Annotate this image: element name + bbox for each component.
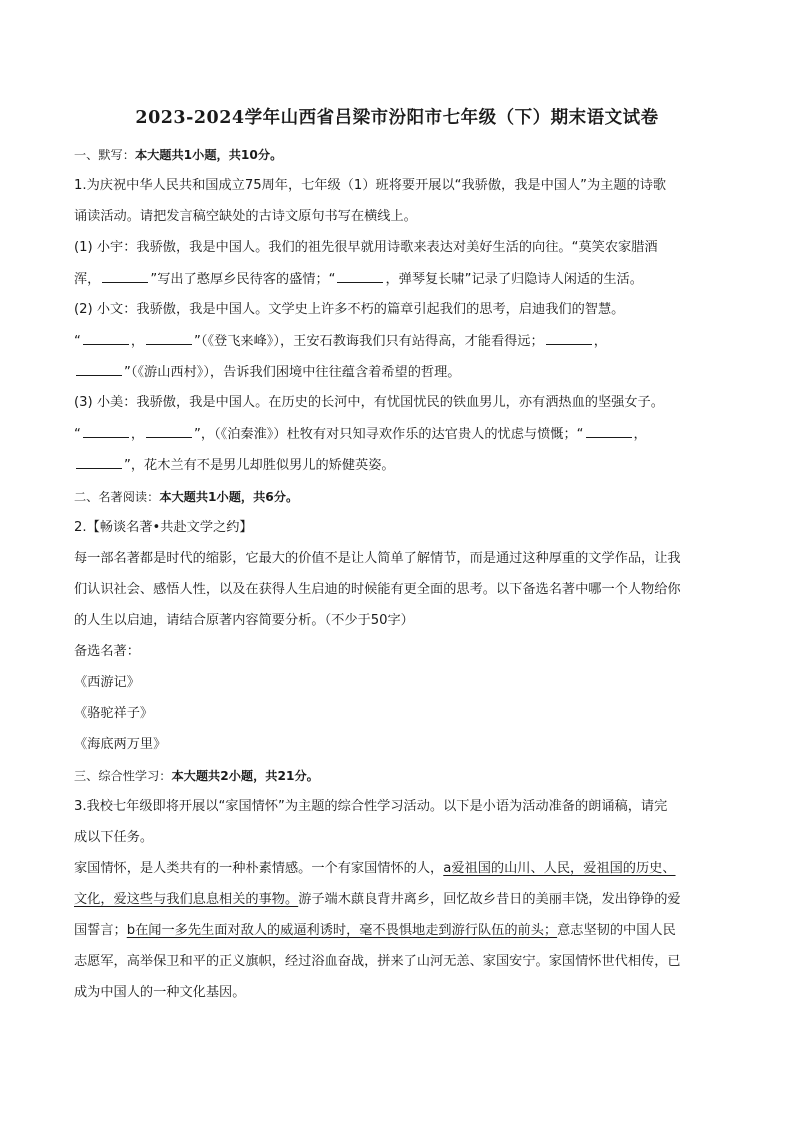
underlined-sentence-b: b在闻一多先生面对敌人的威逼利诱时，毫不畏惧地走到游行队伍的前头； [126, 923, 558, 938]
q3-stem-line: 3.我校七年级即将开展以“家国情怀”为主题的综合性学习活动。以下是小语为活动准备的朗诵稿，请完 [74, 799, 668, 814]
text-segment: ， [593, 334, 607, 349]
answer-blank [586, 425, 632, 438]
q2-stem-line: 的人生以启迪，请结合原著内容简要分析。（不少于50字） [74, 613, 414, 628]
q3-stem-line: 成以下任务。 [74, 830, 154, 845]
answer-blank [102, 270, 148, 283]
text-segment: “ [74, 427, 81, 442]
q1-part2-line [74, 332, 607, 351]
answer-blank [76, 363, 122, 376]
text-segment: ， [130, 427, 145, 442]
book-item: 《西游记》 [74, 675, 140, 690]
answer-blank [83, 332, 129, 345]
q1-part2-line [74, 363, 461, 382]
q1-part1-line: (1) 小宇：我骄傲，我是中国人。我们的祖先很早就用诗歌来表达对美好生活的向往。“莫笑农家腊酒 [74, 240, 658, 255]
q3-text-line: 成为中国人的一种文化基因。 [74, 985, 246, 1000]
text-segment: 家国情怀，是人类共有的一种朴素情感。一个有家国情怀的人， [74, 861, 444, 876]
underlined-sentence-a: 文化，爱这些与我们息息相关的事物。 [74, 892, 299, 907]
section-desc: 本大题共2小题，共21分。 [171, 769, 319, 783]
q1-part3-line [74, 456, 395, 475]
text-segment: ”，花木兰有不是男儿却胜似男儿的矫健英姿。 [124, 458, 395, 473]
section-label: 三、综合性学习： [74, 769, 172, 783]
text-segment: 意志坚韧的中国人民 [557, 923, 676, 938]
text-segment: “ [74, 334, 81, 349]
section-heading-1 [74, 146, 282, 164]
section-desc: 本大题共1小题，共10分。 [134, 148, 283, 162]
text-segment: 游子端木蕻良背井离乡，回忆故乡昔日的美丽丰饶，发出铮铮的爱 [298, 892, 681, 907]
text-segment: ， [633, 427, 647, 442]
text-segment: ”（《游山西村》），告诉我们困境中往往蕴含着希望的哲理。 [124, 365, 461, 380]
q3-text-line [74, 860, 676, 878]
section-heading-3 [74, 767, 319, 785]
book-item: 《海底两万里》 [74, 737, 167, 752]
text-segment: 浑， [74, 272, 101, 287]
section-label: 二、名著阅读： [74, 490, 160, 504]
q3-text-line [74, 922, 676, 940]
q1-stem-line: 1.为庆祝中华人民共和国成立75周年，七年级（1）班将要开展以“我骄傲，我是中国人”为主题的诗歌 [74, 178, 667, 193]
q1-stem-line: 诵读活动。请把发言稿空缺处的古诗文原句书写在横线上。 [74, 209, 417, 224]
answer-blank [337, 270, 383, 283]
text-segment: ， [130, 334, 145, 349]
text-segment: ”写出了憨厚乡民待客的盛情；“ [150, 272, 336, 287]
q2-books-label: 备选名著： [74, 644, 140, 659]
section-desc: 本大题共1小题，共6分。 [159, 490, 299, 504]
answer-blank [146, 425, 192, 438]
q2-stem-line: 每一部名著都是时代的缩影，它最大的价值不是让人简单了解情节，而是通过这种厚重的文学作品，让我 [74, 551, 681, 566]
q1-part2-line: (2) 小文：我骄傲，我是中国人。文学史上许多不朽的篇章引起我们的思考，启迪我们的智慧。 [74, 302, 625, 317]
text-segment: ，弹琴复长啸”记录了归隐诗人闲适的生活。 [385, 272, 643, 287]
book-item: 《骆驼祥子》 [74, 706, 154, 721]
answer-blank [146, 332, 192, 345]
q3-text-line [74, 891, 681, 909]
section-label: 一、默写： [74, 148, 135, 162]
text-segment: ”，（《泊秦淮》）杜牧有对只知寻欢作乐的达官贵人的忧虑与愤慨；“ [194, 427, 584, 442]
q1-part1-line [74, 270, 643, 289]
q3-text-line: 志愿军，高举保卫和平的正义旗帜，经过浴血奋战，拼来了山河无恙、家国安宁。家国情怀世代相传，已 [74, 954, 681, 969]
answer-blank [546, 332, 592, 345]
underlined-sentence-a: a爱祖国的山川、人民，爱祖国的历史、 [443, 861, 676, 876]
section-heading-2 [74, 488, 298, 506]
q2-heading: 2.【畅谈名著•共赴文学之约】 [74, 520, 253, 535]
text-segment: 国誓言； [74, 923, 127, 938]
q1-part3-line: (3) 小美：我骄傲，我是中国人。在历史的长河中，有忧国忧民的铁血男儿，亦有洒热血的坚强女子。 [74, 395, 664, 410]
page-title: 2023-2024学年山西省吕梁市汾阳市七年级（下）期末语文试卷 [135, 108, 659, 128]
q2-stem-line: 们认识社会、感悟人性，以及在获得人生启迪的时候能有更全面的思考。以下备选名著中哪一个人物给你 [74, 582, 681, 597]
text-segment: ”（《登飞来峰》），王安石教诲我们只有站得高，才能看得远； [194, 334, 544, 349]
q1-part3-line [74, 425, 647, 444]
answer-blank [83, 425, 129, 438]
answer-blank [76, 456, 122, 469]
